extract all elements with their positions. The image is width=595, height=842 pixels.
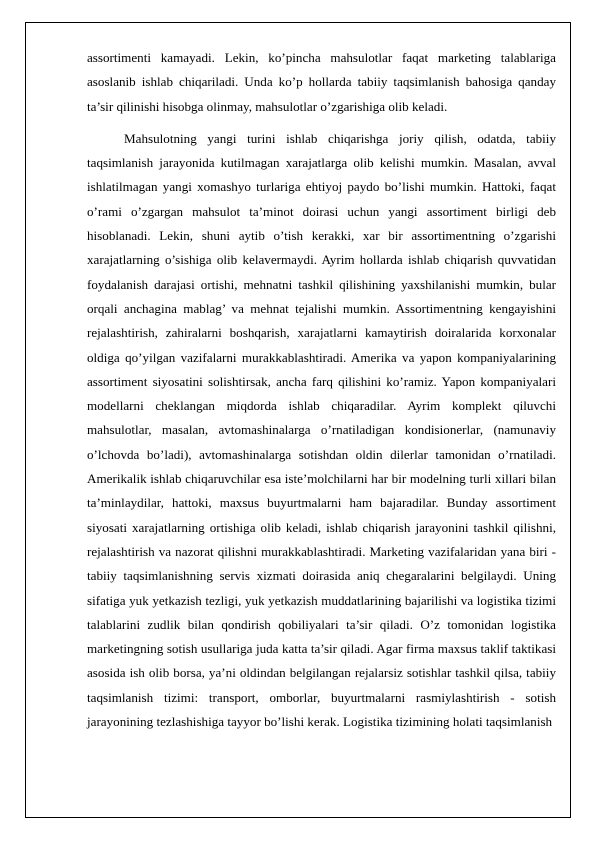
paragraph-2: Mahsulotning yangi turini ishlab chiqarishga joriy qilish, odatda, tabiiy taqsimlanish jarayonida kutilmagan xarajatlarga olib kelishi mumkin. Masalan, avval ishlatilmagan yangi xomashyo turlariga ehtiyoj paydo bo’lishi mumkin. Hattoki, faqat o’rami o’zgargan mahsulot ta’minot doirasi uchun yangi assortiment birligi deb hisoblanadi. Lekin, shuni aytib o’tish kerakki, xar bir assortimentning o’zgarishi xarajatlarning o’sishiga olib kelavermaydi. Ayrim hollarda ishlab chiqarish quvvatidan foydalanish darajasi ortishi, mehnatni tashkil qilishining yaxshilanishi mumkin, bular orqali anchagina mablag’ va mehnat tejalishi mumkin. Assortimentning kengayishini rejalashtirish, zahiralarni boshqarish, xarajatlarni kamaytirish doiralarida korxonalar oldiga qo’yilgan vazifalarni murakkablashtiradi. Amerika va yapon kompaniyalarining assortiment siyosatini solishtirsak, ancha farq qilishini ko’ramiz. Yapon kompaniyalari modellarni cheklangan miqdorda ishlab chiqaradilar. Ayrim komplekt qiluvchi mahsulotlar, masalan, avtomashinalarga o’rnatiladigan kondisionerlar, (namunaviy o’lchovda bo’ladi), avtomashinalarga sotishdan oldin dilerlar tamonidan o’rnatiladi. Amerikalik ishlab chiqaruvchilar esa iste’molchilarni har bir modelning turli xillari bilan ta’minlaydilar, hattoki, maxsus buyurtmalarni ham bajaradilar. Bunday assortiment siyosati xarajatlarning ortishiga olib keladi, ishlab chiqarish jarayonini tashkil qilishni, rejalashtirish va nazorat qilishni murakkablashtiradi. Marketing vazifalaridan yana biri - tabiiy taqsimlanishning servis xizmati doirasida aniq chegaralarini belgilaydi. Uning sifatiga yuk yetkazish tezligi, yuk yetkazish muddatlarining bajarilishi va logistika tizimi talablarini zudlik bilan qondirish qobiliyalari ta’sir qiladi. O’z tomonidan logistika marketingning sotish usullariga juda katta ta’sir qiladi. Agar firma maxsus taklif taktikasi asosida ish olib borsa, ya’ni oldindan belgilangan rejalarsiz sotishlar tashkil qilsa, tabiiy taqsimlanish tizimi: transport, omborlar, buyurtmalarni rasmiylashtirish - sotish jarayonining tezlashishiga tayyor bo’lishi kerak. Logistika tizimining holati taqsimlanish — [87, 130, 556, 730]
document-body — [87, 46, 556, 734]
paragraph-1: assortimenti kamayadi. Lekin, ko’pincha mahsulotlar faqat marketing talablariga asoslanib ishlab chiqariladi. Unda ko’p hollarda tabiiy taqsimlanish bahosiga qanday ta’sir qilinishi hisobga olinmay, mahsulotlar o’zgarishiga olib keladi. — [87, 50, 556, 114]
